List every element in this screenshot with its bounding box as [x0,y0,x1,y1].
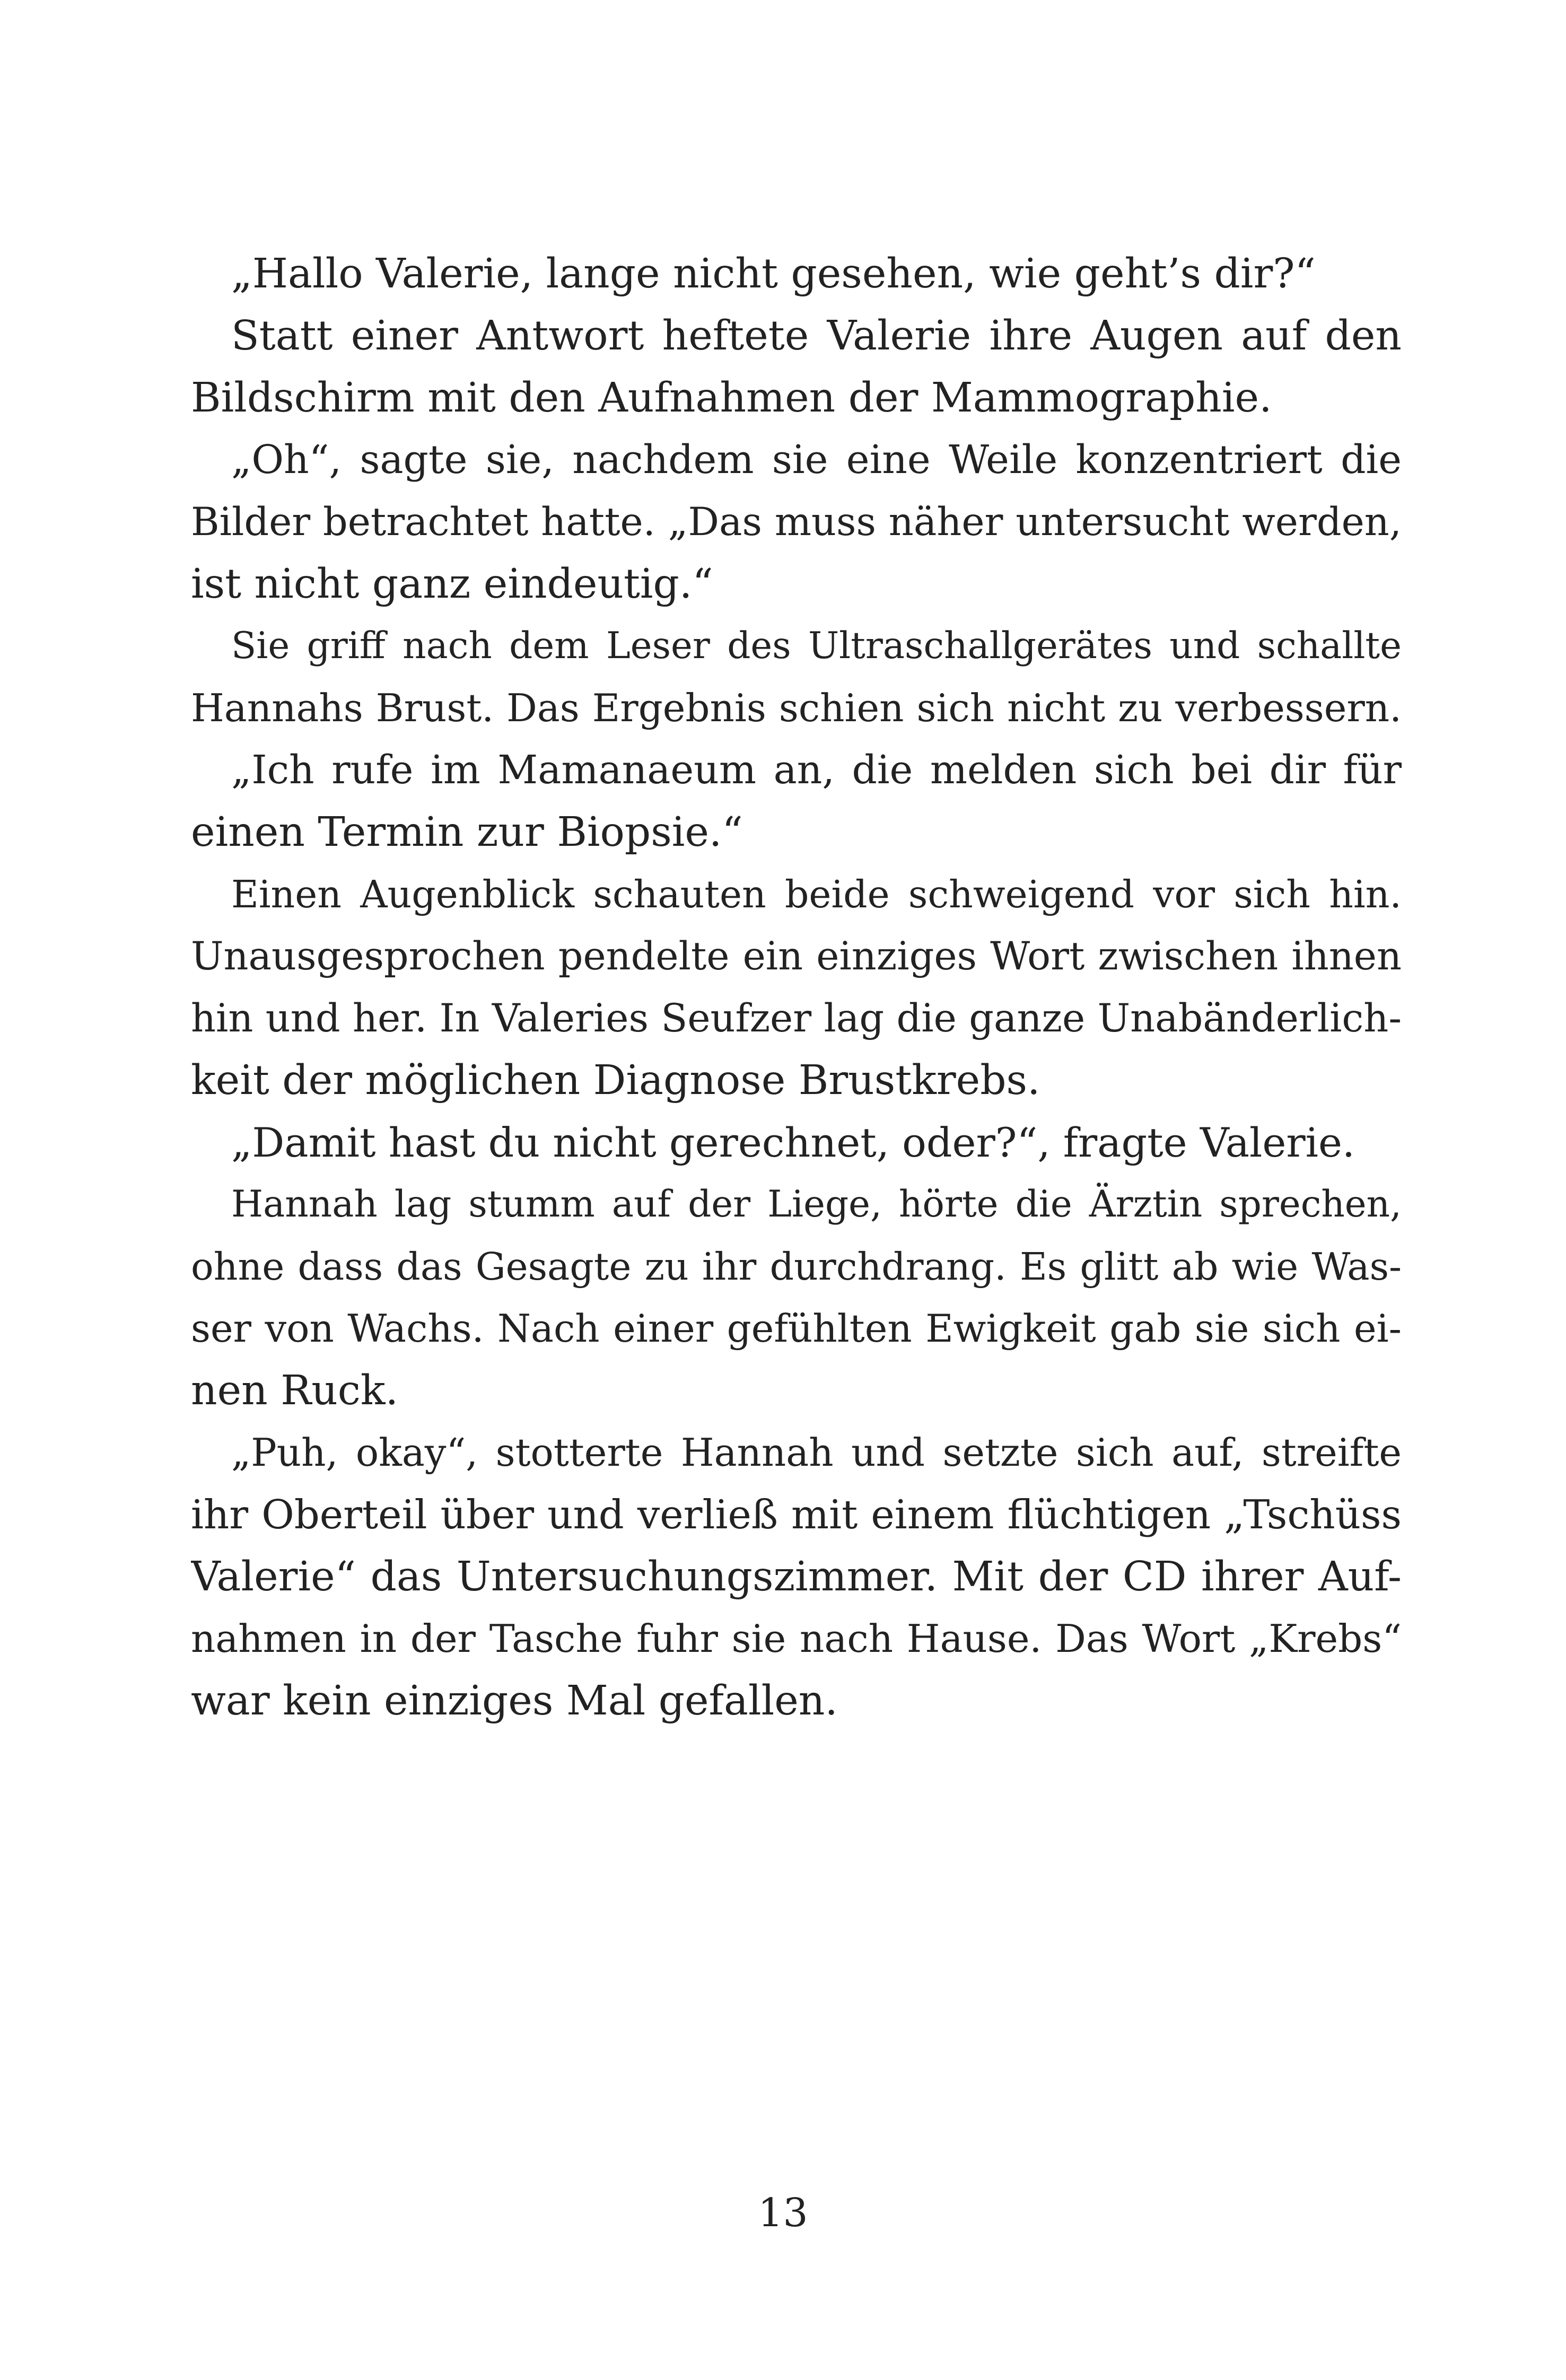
text-line: „Oh“, sagte sie, nachdem sie eine Weile konzentriert die [231,437,1402,483]
text-line: ihr Oberteil über und verließ mit einem flüchtigen „Tschüss [191,1491,1402,1538]
text-line: Bilder betrachtet hatte. „Das muss näher untersucht werden, [191,500,1402,545]
text-line: nahmen in der Tasche fuhr sie nach Hause. Das Wort „Krebs“ [191,1616,1402,1661]
text-line: Hannahs Brust. Das Ergebnis schien sich nicht zu verbessern. [191,686,1402,730]
body-text [191,243,1402,1732]
text-line: ist nicht ganz eindeutig.“ [191,561,713,608]
text-line: einen Termin zur Biopsie.“ [191,809,743,856]
text-line: Sie griff nach dem Leser des Ultraschallgerätes und schallte [231,625,1402,667]
text-line: „Puh, okay“, stotterte Hannah und setzte sich auf, streifte [231,1430,1402,1475]
text-line: keit der möglichen Diagnose Brustkrebs. [191,1057,1040,1104]
text-line: hin und her. In Valeries Seufzer lag die ganze Unabänderlich- [191,996,1402,1041]
text-line: „Hallo Valerie, lange nicht gesehen, wie geht’s dir?“ [231,250,1316,298]
text-line: ser von Wachs. Nach einer gefühlten Ewigkeit gab sie sich ei- [191,1306,1402,1351]
page-number: 13 [758,2190,808,2236]
text-line: Unausgesprochen pendelte ein einziges Wort zwischen ihnen [191,934,1402,979]
text-line: Bildschirm mit den Aufnahmen der Mammographie. [191,374,1272,422]
text-line: „Damit hast du nicht gerechnet, oder?“, fragte Valerie. [231,1119,1355,1166]
text-line: nen Ruck. [191,1367,399,1414]
text-line: Einen Augenblick schauten beide schweigend vor sich hin. [231,872,1402,916]
text-line: ohne dass das Gesagte zu ihr durchdrang. Es glitt ab wie Was- [191,1245,1402,1289]
text-line: Hannah lag stumm auf der Liege, hörte die Ärztin sprechen, [231,1183,1402,1226]
text-line: Valerie“ das Untersuchungszimmer. Mit der CD ihrer Auf- [191,1553,1402,1600]
text-line: Statt einer Antwort heftete Valerie ihre Augen auf den [231,312,1402,360]
text-line: war kein einziges Mal gefallen. [191,1677,838,1725]
text-line: „Ich rufe im Mamanaeum an, die melden sich bei dir für [231,747,1402,793]
